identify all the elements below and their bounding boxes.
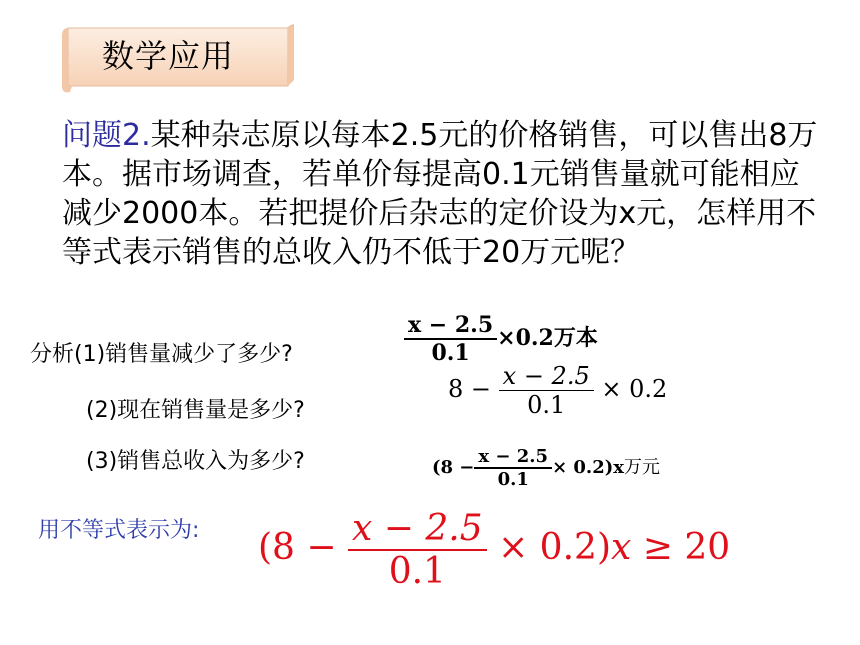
page-title: 数学应用	[102, 37, 235, 75]
answer-2-denominator: 0.1	[527, 391, 566, 419]
answer-3-lead: (8 −	[432, 457, 475, 478]
analysis-question-1: 分析(1)销售量减少了多少?	[30, 342, 293, 367]
answer-1-numerator: x − 2.5	[404, 312, 497, 340]
answer-2-fraction	[499, 362, 594, 419]
answer-3-numerator: x − 2.5	[474, 446, 552, 469]
problem-label: 问题2.	[62, 118, 151, 153]
answer-3-unit: 万元	[623, 457, 660, 478]
conclusion-numerator: x − 2.5	[348, 508, 487, 551]
answer-3-fraction	[474, 446, 552, 490]
answer-2-formula	[448, 362, 667, 419]
answer-2-numerator: x − 2.5	[499, 362, 594, 391]
answer-1-tail: ×0.2	[497, 325, 554, 351]
answer-1-fraction	[404, 312, 497, 366]
answer-1-denominator: 0.1	[431, 340, 470, 366]
conclusion-inequality	[258, 508, 730, 592]
answer-3-tail: × 0.2)x	[552, 457, 624, 478]
answer-3-denominator: 0.1	[497, 469, 529, 490]
conclusion-variable: x	[610, 527, 632, 568]
problem-statement	[62, 116, 822, 272]
conclusion-relation: ≥ 20	[642, 527, 731, 568]
problem-text: 某种杂志原以每本2.5元的价格销售，可以售出8万本。据市场调查，若单价每提高0.1元销售量就可能相应减少2000本。若把提价后杂志的定价设为x元，怎样用不等式表示销售的总收入仍不低于20万元呢？	[62, 118, 818, 270]
conclusion-lead: (8 −	[258, 527, 337, 568]
conclusion-fraction	[348, 508, 487, 592]
header-scroll-banner	[62, 22, 294, 94]
answer-2-tail: × 0.2	[601, 375, 668, 403]
answer-3-formula	[432, 446, 660, 490]
answer-1-unit: 万本	[553, 326, 598, 351]
analysis-question-2: (2)现在销售量是多少?	[86, 398, 305, 423]
conclusion-label: 用不等式表示为:	[38, 518, 200, 543]
analysis-question-3: (3)销售总收入为多少?	[86, 449, 305, 474]
conclusion-denominator: 0.1	[388, 551, 446, 592]
answer-1-formula	[404, 312, 598, 366]
answer-2-lead: 8 −	[448, 375, 492, 403]
conclusion-tail: × 0.2)	[498, 527, 611, 568]
